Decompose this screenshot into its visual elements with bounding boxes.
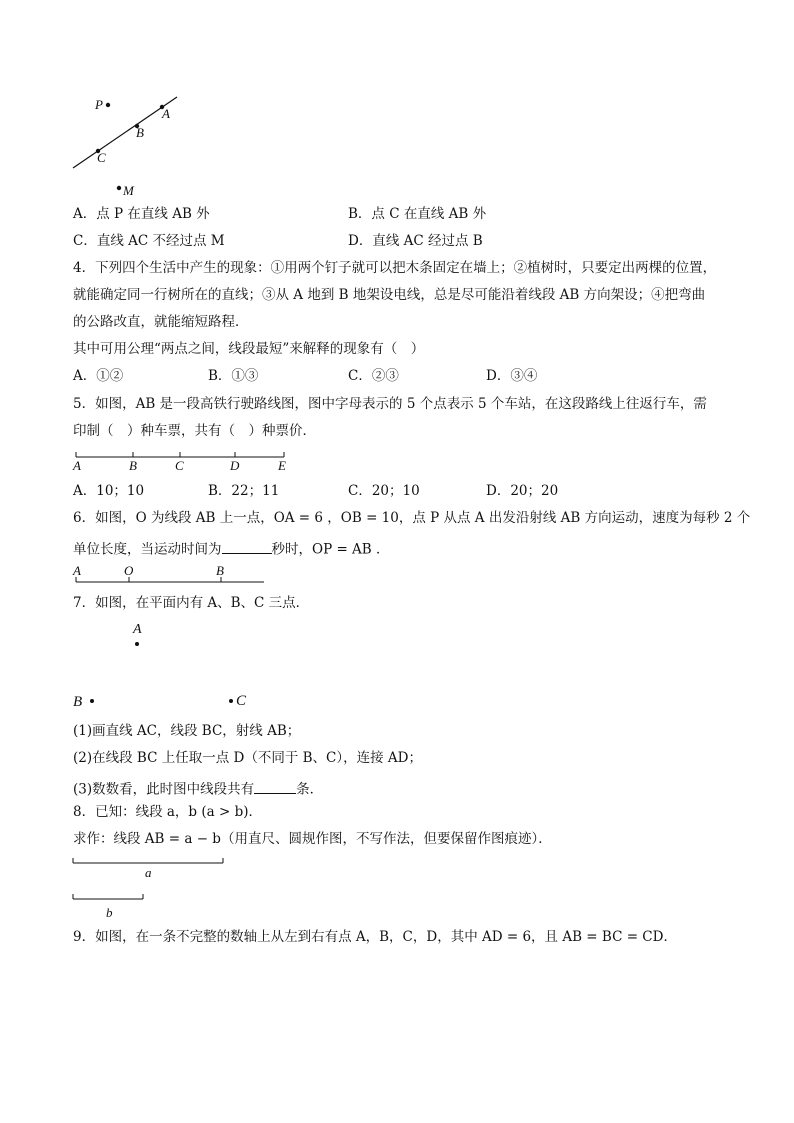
q3-option-c: C．直线 AC 不经过点 M <box>73 233 225 249</box>
q5-label-d: D <box>230 458 240 473</box>
q7-sub-2: (2)在线段 BC 上任取一点 D（不同于 B、C），连接 AD； <box>73 750 422 766</box>
q6-line-1: 6．如图，O 为线段 AB 上一点，OA = 6 ，OB = 10，点 P 从点 A 出发沿射线 AB 方向运动，速度为每秒 2 个 <box>73 510 751 526</box>
q6-label-o: O <box>124 563 134 578</box>
q4-line-4: 其中可用公理“两点之间，线段最短”来解释的现象有（ ） <box>73 341 425 357</box>
q3-option-b: B．点 C 在直线 AB 外 <box>348 206 487 222</box>
q5-option-d: D．20；20 <box>486 483 559 499</box>
label-a: A <box>162 106 170 121</box>
q3-option-d: D．直线 AC 经过点 B <box>348 233 483 249</box>
q5-option-c: C．20；10 <box>348 483 420 499</box>
q5-label-a: A <box>73 458 81 473</box>
q5-label-b: B <box>129 458 137 473</box>
label-b: B <box>136 125 144 140</box>
q4-line-1: 4．下列四个生活中产生的现象：①用两个钉子就可以把木条固定在墙上；②植树时，只要定出两棵的位置， <box>73 260 717 276</box>
q6-line-2-end: 秒时，OP = AB ． <box>271 541 390 558</box>
q5-line-1: 5．如图，AB 是一段高铁行驶路线图，图中字母表示的 5 个点表示 5 个车站，在这段路线上往返行车，需 <box>73 396 707 412</box>
segment-b-label: b <box>106 905 113 920</box>
q7-sub-3-end: 条． <box>296 781 324 798</box>
q9-line-1: 9．如图，在一条不完整的数轴上从左到右有点 A，B，C，D，其中 AD = 6，且 AB = BC = CD． <box>73 929 677 945</box>
q4-option-b: B．①③ <box>208 368 259 384</box>
q8-line-1: 8．已知：线段 a，b (a > b)． <box>73 804 262 820</box>
label-p: P <box>95 97 103 112</box>
q4-line-2: 就能确定同一行树所在的直线；③从 A 地到 B 地架设电线，总是尽可能沿着线段 AB 方向架设；④把弯曲 <box>73 287 706 303</box>
q4-option-c: C．②③ <box>348 368 399 384</box>
label-m: M <box>123 183 134 198</box>
q7-line-1: 7．如图，在平面内有 A、B、C 三点． <box>73 595 310 611</box>
q5-option-b: B．22；11 <box>208 483 280 499</box>
q4-line-3: 的公路改直，就能缩短路程． <box>73 314 249 330</box>
q7-label-a: A <box>133 622 142 637</box>
q5-label-c: C <box>175 458 184 473</box>
q4-option-d: D．③④ <box>486 368 538 384</box>
q5-label-e: E <box>278 458 286 473</box>
q5-line-2: 印制（ ）种车票，共有（ ）种票价． <box>73 423 316 439</box>
q6-label-a: A <box>73 563 81 578</box>
q7-sub-3-start: (3)数数看，此时图中线段共有 <box>73 781 255 798</box>
q6-line-2-start: 单位长度，当运动时间为 <box>73 541 222 558</box>
q7-label-c: C <box>236 693 247 709</box>
label-c: C <box>97 150 106 165</box>
q5-option-a: A．10；10 <box>73 483 145 499</box>
q7-label-b: B <box>73 694 83 710</box>
segment-a-label: a <box>145 865 152 880</box>
q4-option-a: A．①② <box>73 368 124 384</box>
q8-line-2: 求作：线段 AB = a − b（用直尺、圆规作图，不写作法，但要保留作图痕迹）． <box>73 831 552 847</box>
q6-label-b: B <box>216 563 224 578</box>
q7-sub-1: (1)画直线 AC，线段 BC，射线 AB； <box>73 723 301 739</box>
q3-option-a: A．点 P 在直线 AB 外 <box>73 206 210 222</box>
